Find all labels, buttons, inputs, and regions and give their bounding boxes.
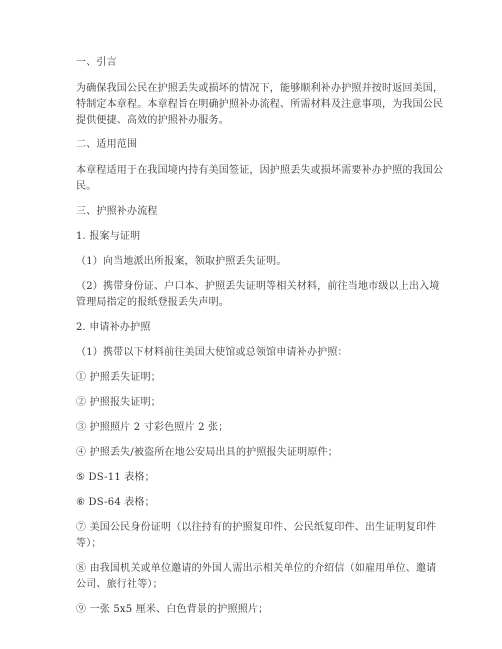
section-heading-process: 三、护照补办流程 — [76, 206, 158, 217]
material-item-continuation: 等）； — [76, 538, 102, 549]
paragraph-line: 提供便捷、高效的护照补办服务。 — [76, 115, 229, 126]
material-item-continuation: 公司、旅行社等）； — [76, 579, 163, 590]
subheading-report: 1. 报案与证明 — [76, 231, 141, 242]
subheading-apply: 2. 申请补办护照 — [76, 322, 151, 333]
material-item: ③ 护照照片 2 寸彩色照片 2 张； — [76, 422, 229, 433]
material-item: ⑦ 美国公民身份证明（以往持有的护照复印件、公民纸复印件、出生证明复印件 — [76, 522, 437, 533]
list-item-continuation: 管理局指定的报纸登报丢失声明。 — [76, 297, 229, 308]
section-heading-scope: 二、适用范围 — [76, 139, 138, 150]
material-item: ① 护照丢失证明； — [76, 372, 161, 383]
list-item: （2）携带身份证、户口本、护照丢失证明等相关材料，前往当地市级以上出入境 — [76, 281, 440, 292]
material-item: ② 护照报失证明； — [76, 397, 161, 408]
paragraph-line: 民。 — [76, 181, 97, 192]
paragraph-line: 特制定本章程。本章程旨在明确护照补办流程、所需材料及注意事项，为我国公民 — [76, 99, 444, 110]
paragraph-line: 为确保我国公民在护照丢失或损坏的情况下，能够顺利补办护照并按时返回美国， — [76, 83, 444, 94]
section-heading-introduction: 一、引言 — [76, 57, 117, 68]
material-item: ⑨ 一张 5x5 厘米、白色背景的护照照片； — [76, 604, 269, 615]
material-item: ⑤ DS-11 表格； — [76, 472, 155, 483]
material-item: ⑥ DS-64 表格； — [76, 497, 155, 508]
list-item: （1）向当地派出所报案，领取护照丢失证明。 — [76, 256, 287, 267]
material-item: ⑧ 由我国机关或单位邀请的外国人需出示相关单位的介绍信（如雇用单位、邀请 — [76, 563, 437, 574]
material-item: ④ 护照丢失/被盗所在地公安局出具的护照报失证明原件； — [76, 447, 338, 458]
paragraph-line: 本章程适用于在我国境内持有美国签证，因护照丢失或损坏需要补办护照的我国公 — [76, 165, 444, 176]
list-item: （1）携带以下材料前往美国大使馆或总领馆申请补办护照： — [76, 347, 348, 358]
